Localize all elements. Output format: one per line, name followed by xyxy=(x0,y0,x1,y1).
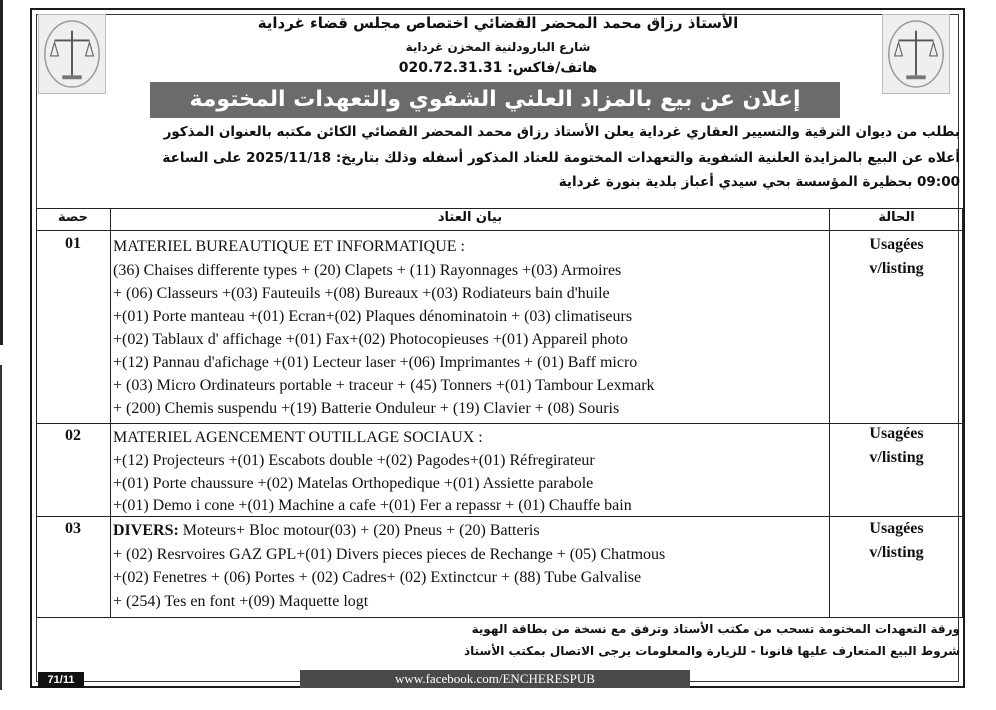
state-condition: Usagées xyxy=(869,236,924,253)
lot-title: MATERIEL AGENCEMENT OUTILLAGE SOCIAUX : xyxy=(113,429,483,446)
lot-line: + (06) Classeurs +(03) Fauteuils +(08) Bureaux +(03) Rodiateurs bain d'huile xyxy=(113,285,610,302)
lot-line: (36) Chaises differente types + (20) Clapets + (11) Rayonnages +(03) Armoires xyxy=(113,262,622,279)
table-border-top xyxy=(36,208,963,209)
header-description: بيان العتاد xyxy=(437,210,503,225)
footer-line-1: ورقة التعهدات المختومة تسحب من مكتب الأستاذ وترفق مع نسخة من بطاقة الهوية xyxy=(471,622,960,636)
lot-number: 01 xyxy=(65,235,81,252)
intro-line-3: 09:00 بحظيرة المؤسسة بحي سيدي أعباز بلدية بنورة غرداية xyxy=(558,174,960,190)
table-header-divider xyxy=(36,230,963,231)
intro-line-1: بطلب من ديوان الترقية والتسيير العقاري غرداية يعلن الأستاذ رزاق محمد المحضر القضائي الكائن مكتبه بالعنوان المذكور xyxy=(163,124,960,140)
lot-line: + (02) Resrvoires GAZ GPL+(01) Divers pieces pieces de Rechange + (05) Chatmous xyxy=(113,546,666,563)
bailiff-address-line: شارع البارودلنية المخزن غرداية xyxy=(405,40,591,54)
footer-line-2: شروط البيع المتعارف عليها قانونا - للزيارة والمعلومات يرجى الاتصال بمكتب الأستاذ xyxy=(463,644,960,658)
equipment-table xyxy=(36,208,963,618)
lot-line: + (200) Chemis suspendu +(19) Batterie Onduleur + (19) Clavier + (08) Souris xyxy=(113,400,620,417)
lot-title-rest: Moteurs+ Bloc motour(03) + (20) Pneus + (20) Batteris xyxy=(178,522,540,539)
page-number: 71/11 xyxy=(38,672,84,688)
state-listing: v/listing xyxy=(869,260,924,277)
lot-line: +(12) Pannau d'afichage +(01) Lecteur laser +(06) Imprimantes + (01) Baff micro xyxy=(113,354,638,371)
header-state: الحالة xyxy=(878,210,915,225)
lot-title: MATERIEL BUREAUTIQUE ET INFORMATIQUE : xyxy=(113,238,465,255)
lot-line: +(02) Tablaux d' affichage +(01) Fax+(02) Photocopieuses +(01) Appareil photo xyxy=(113,331,628,348)
lot-line: +(12) Projecteurs +(01) Escabots double +(02) Pagodes+(01) Réfregirateur xyxy=(113,452,595,469)
state-listing: v/listing xyxy=(869,449,924,466)
lot-line: +(01) Demo i cone +(01) Machine a cafe +(01) Fer a repassr + (01) Chauffe bain xyxy=(113,497,632,514)
scales-of-justice-icon xyxy=(882,14,950,94)
scan-edge-bar-bottom xyxy=(0,365,2,690)
scan-edge-bar-top xyxy=(0,0,3,345)
lot-number: 02 xyxy=(65,427,81,444)
facebook-link[interactable]: www.facebook.com/ENCHERESPUB xyxy=(300,670,690,688)
lot-line: + (254) Tes en font +(09) Maquette logt xyxy=(113,593,369,610)
lot-title-line xyxy=(113,519,829,543)
state-condition: Usagées xyxy=(869,520,924,537)
intro-line-2: أعلاه عن البيع بالمزايدة العلنية الشفوية والتعهدات المختومة للعتاد المذكور أسفله وذلك بتاريخ: 2025/11/18 على الساعة xyxy=(162,150,960,166)
bailiff-name-line: الأستاذ رزاق محمد المحضر القضائي اختصاص مجلس قضاء غرداية xyxy=(257,14,739,32)
table-border-bottom xyxy=(36,617,963,618)
bailiff-phone-line: هاتف/فاكس: 020.72.31.31 xyxy=(398,60,598,76)
lot-line: +(01) Porte manteau +(01) Ecran+(02) Plaques dénominatoin + (03) climatiseurs xyxy=(113,308,633,325)
header-lot: حصة xyxy=(57,210,89,225)
scales-of-justice-icon xyxy=(38,14,106,94)
lot-line: +(01) Porte chaussure +(02) Matelas Orthopedique +(01) Assiette parabole xyxy=(113,475,594,492)
notice-title-banner: إعلان عن بيع بالمزاد العلني الشفوي والتعهدات المختومة xyxy=(150,82,840,118)
lot-title: DIVERS: xyxy=(113,522,179,539)
lot-line: + (03) Micro Ordinateurs portable + traceur + (45) Tonners +(01) Tambour Lexmark xyxy=(113,377,655,394)
table-border-left xyxy=(36,208,37,618)
state-listing: v/listing xyxy=(869,544,924,561)
scan-edge-marks xyxy=(0,0,6,710)
table-column-divider xyxy=(110,208,111,618)
lot-line: +(02) Fenetres + (06) Portes + (02) Cadres+ (02) Extinctcur + (88) Tube Galvalise xyxy=(113,569,642,586)
table-row-divider xyxy=(36,423,963,424)
lot-number: 03 xyxy=(65,520,81,537)
state-condition: Usagées xyxy=(869,425,924,442)
